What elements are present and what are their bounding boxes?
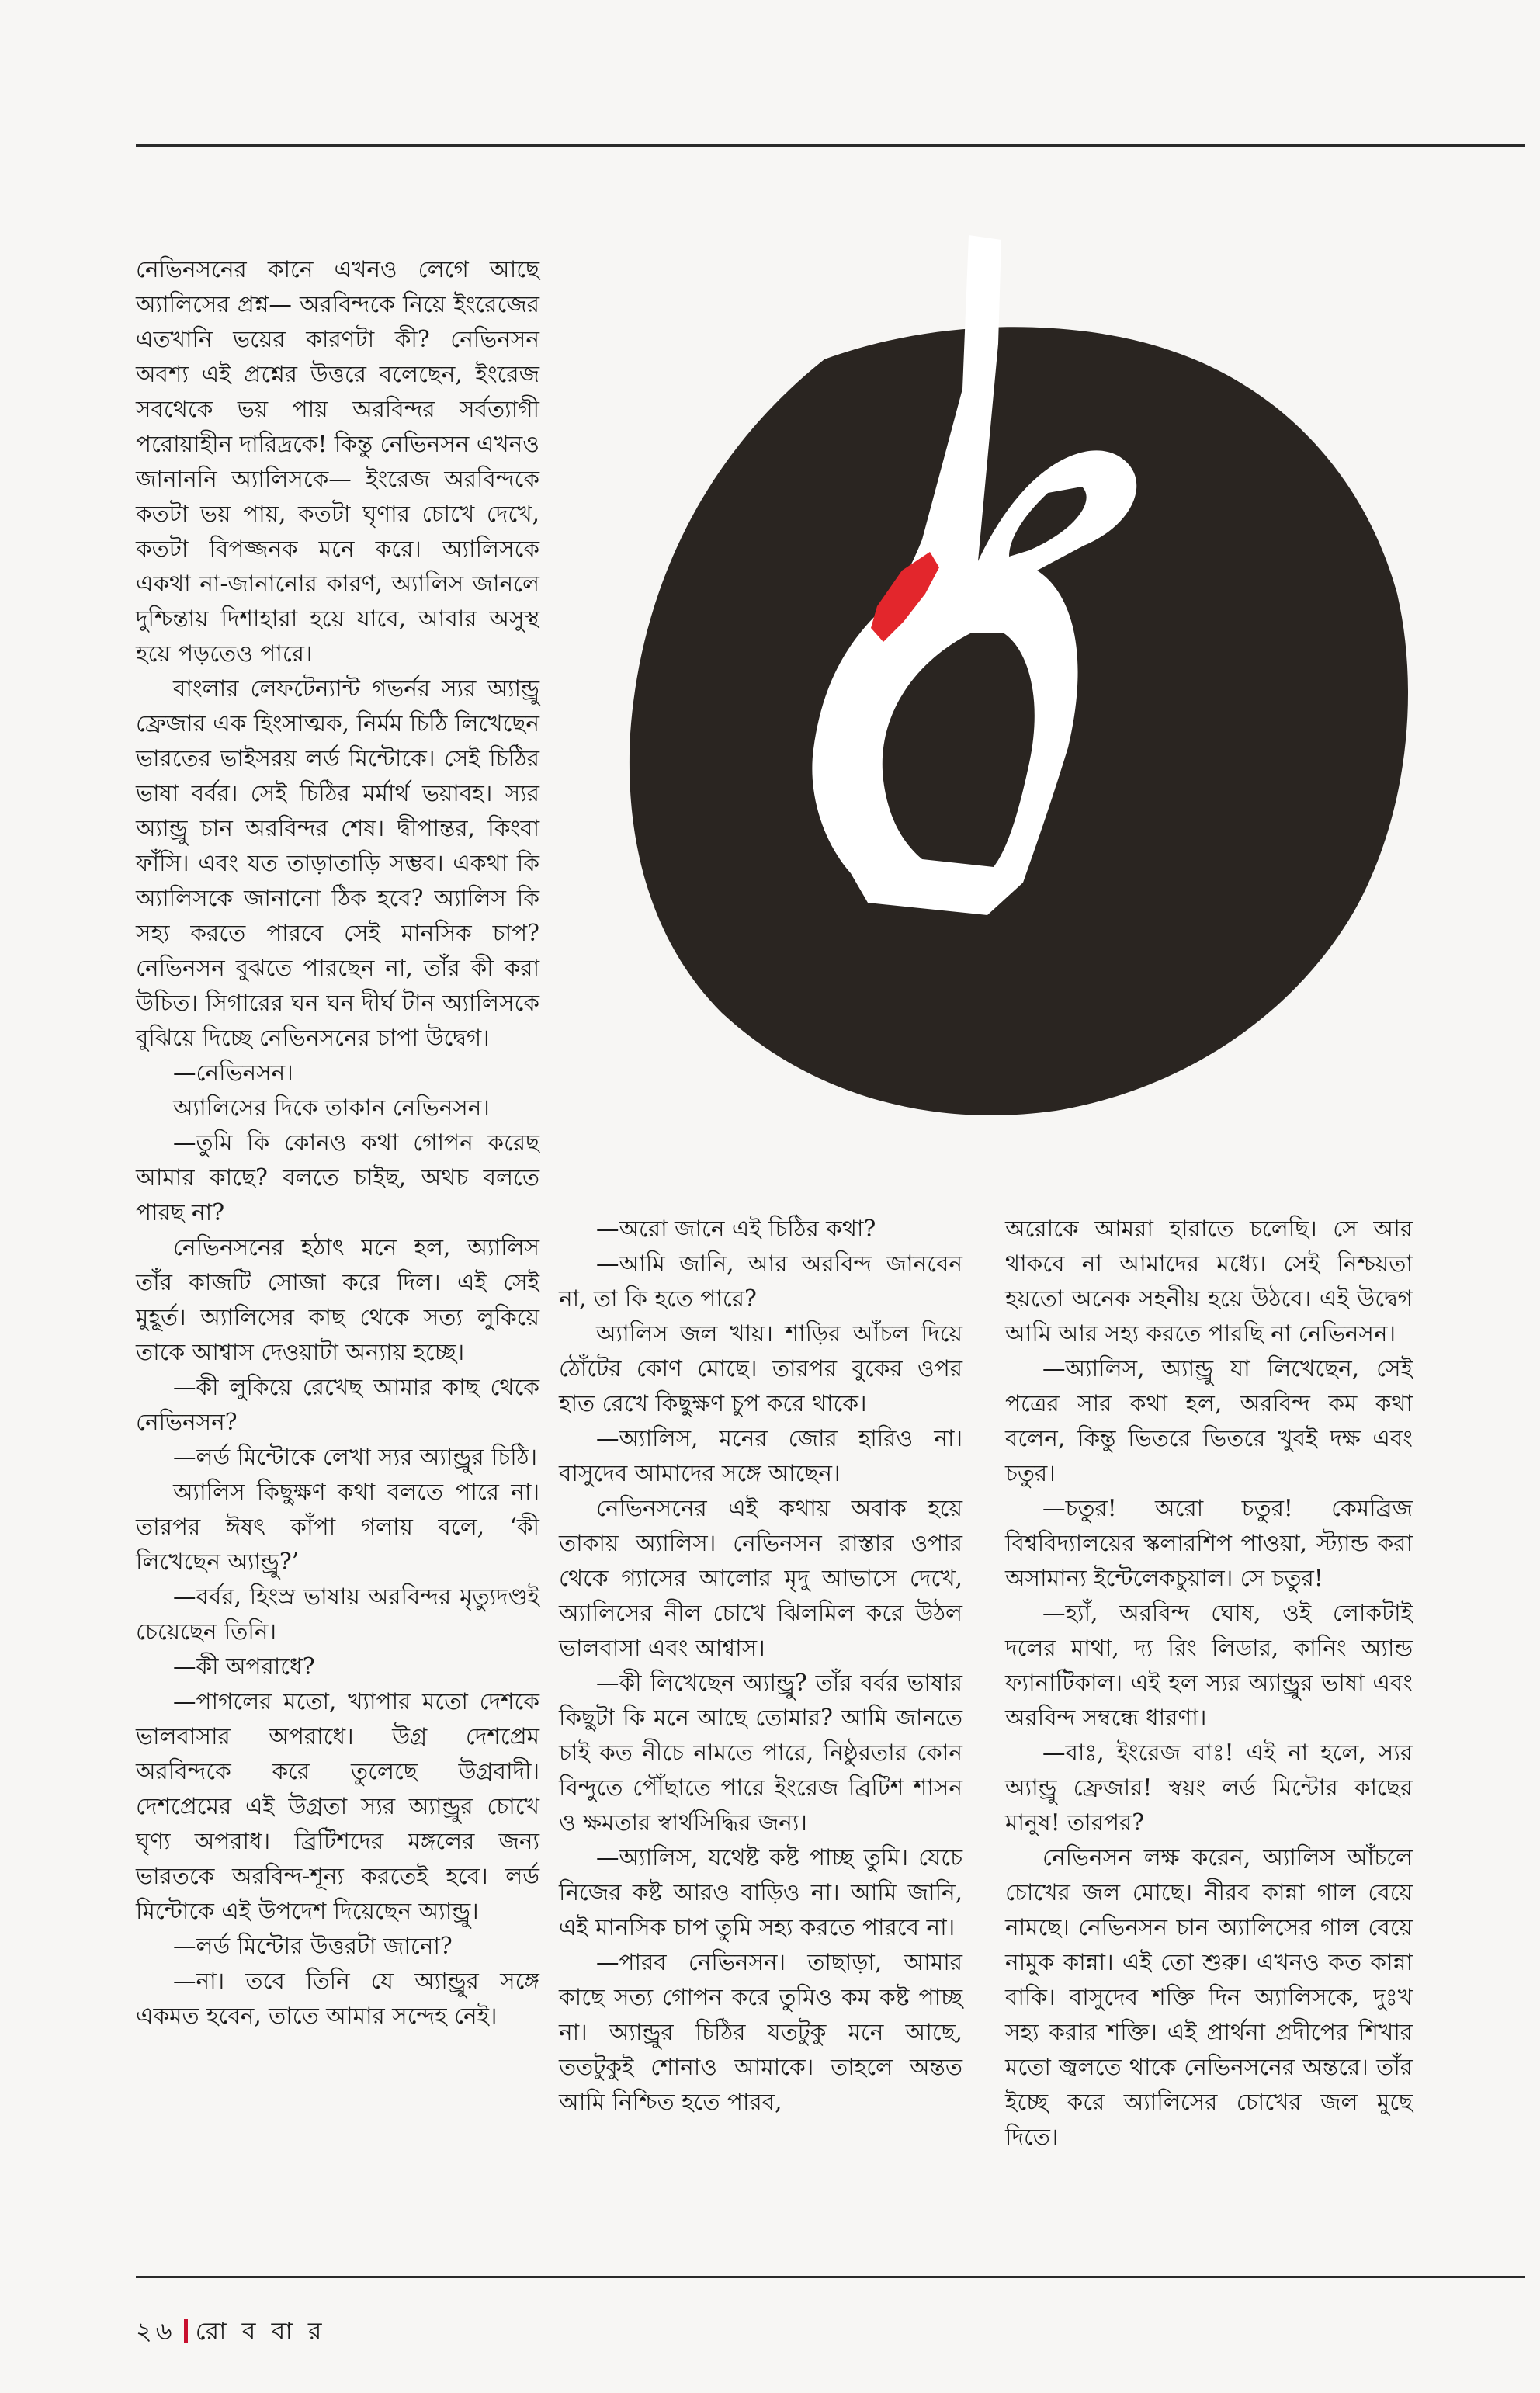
article-column-3: [1005, 1212, 1413, 2155]
paragraph: —না। তবে তিনি যে অ্যান্ড্রুর সঙ্গে একমত হবেন, তাতে আমার সন্দেহ নেই।: [136, 1968, 539, 2029]
paragraph: —অ্যালিস, যথেষ্ট কষ্ট পাচ্ছ তুমি। যেচে নিজের কষ্ট আরও বাড়িও না। আমি জানি, এই মানসিক চাপ তুমি সহ্য করতে পারবে না।: [559, 1844, 962, 1940]
article-column-2: [559, 1212, 962, 2120]
paragraph: অ্যালিস কিছুক্ষণ কথা বলতে পারে না। তারপর ঈষৎ কাঁপা গলায় বলে, ‘কী লিখেছেন অ্যান্ড্রু?’: [136, 1479, 539, 1575]
paragraph: অরোকে আমরা হারাতে চলেছি। সে আর থাকবে না আমাদের মধ্যে। সেই নিশ্চয়তা হয়তো অনেক সহনীয় হয়ে উঠবে। এই উদ্বেগ আমি আর সহ্য করতে পারছি না নেভিনসন।: [1005, 1216, 1413, 1347]
paragraph: —লর্ড মিন্টোকে লেখা স্যর অ্যান্ড্রুর চিঠি।: [173, 1444, 538, 1470]
paragraph: —কী লুকিয়ে রেখেছ আমার কাছ থেকে নেভিনসন?: [136, 1374, 539, 1435]
paragraph: —কী লিখেছেন অ্যান্ড্রু? তাঁর বর্বর ভাষার কিছুটা কি মনে আছে তোমার? আমি জানতে চাই কত নীচে নামতে পারে, নিষ্ঠুরতার কোন বিন্দুতে পৌঁছাতে পারে ইংরেজ ব্রিটিশ শাসন ও ক্ষমতার স্বার্থসিদ্ধির জন্য।: [559, 1670, 962, 1836]
paragraph: অ্যালিস জল খায়। শাড়ির আঁচল দিয়ে ঠোঁটের কোণ মোছে। তারপর বুকের ওপর হাত রেখে কিছুক্ষণ চুপ করে থাকে।: [559, 1320, 962, 1417]
paragraph: বাংলার লেফটেন্যান্ট গভর্নর স্যর অ্যান্ড্রু ফ্রেজার এক হিংসাত্মক, নির্মম চিঠি লিখেছেন ভারতের ভাইসরয় লর্ড মিন্টোকে। সেই চিঠির ভাষা বর্বর। সেই চিঠির মর্মার্থ ভয়াবহ। স্যর অ্যান্ড্রু চান অরবিন্দর শেষ। দ্বীপান্তর, কিংবা ফাঁসি। এবং যত তাড়াতাড়ি সম্ভব। একথা কি অ্যালিসকে জানানো ঠিক হবে? অ্যালিস কি সহ্য করতে পারবে সেই মানসিক চাপ? নেভিনসন বুঝতে পারছেন না, তাঁর কী করা উচিত। সিগারের ঘন ঘন দীর্ঘ টান অ্যালিসকে বুঝিয়ে দিচ্ছে নেভিনসনের চাপা উদ্বেগ।: [136, 675, 539, 1051]
paragraph: —পারব নেভিনসন। তাছাড়া, আমার কাছে সত্য গোপন করে তুমিও কম কষ্ট পাচ্ছ না। অ্যান্ড্রুর চিঠির যতটুকু মনে আছে, ততটুকুই শোনাও আমাকে। তাহলে অন্তত আমি নিশ্চিত হতে পারব,: [559, 1949, 962, 2115]
paragraph: —চতুর! অরো চতুর! কেমব্রিজ বিশ্ববিদ্যালয়ের স্কলারশিপ পাওয়া, স্ট্যান্ড করা অসামান্য ইন্টেলেকচুয়াল। সে চতুর!: [1005, 1495, 1413, 1591]
paragraph: —তুমি কি কোনও কথা গোপন করেছ আমার কাছে? বলতে চাইছ, অথচ বলতে পারছ না?: [136, 1129, 539, 1226]
paragraph: —বর্বর, হিংস্র ভাষায় অরবিন্দর মৃত্যুদণ্ডই চেয়েছেন তিনি।: [136, 1583, 539, 1645]
paragraph: —অরো জানে এই চিঠির কথা?: [596, 1216, 876, 1242]
paragraph: —অ্যালিস, অ্যান্ড্রু যা লিখেছেন, সেই পত্রের সার কথা হল, অরবিন্দ কম কথা বলেন, কিন্তু ভিতরে ভিতরে খুবই দক্ষ এবং চতুর।: [1005, 1355, 1413, 1486]
paragraph: —বাঃ, ইংরেজ বাঃ! এই না হলে, স্যর অ্যান্ড্রু ফ্রেজার! স্বয়ং লর্ড মিন্টোর কাছের মানুষ! তারপর?: [1005, 1739, 1413, 1836]
paragraph: নেভিনসনের কানে এখনও লেগে আছে অ্যালিসের প্রশ্ন— অরবিন্দকে নিয়ে ইংরেজের এতখানি ভয়ের কারণটা কী? নেভিনসন অবশ্য এই প্রশ্নের উত্তরে বলেছেন, ইংরেজ সবথেকে ভয় পায় অরবিন্দর সর্বত্যাগী পরোয়াহীন দারিদ্রকে! কিন্তু নেভিনসন এখনও জানাননি অ্যালিসকে— ইংরেজ অরবিন্দকে কতটা ভয় পায়, কতটা ঘৃণার চোখে দেখে, কতটা বিপজ্জনক মনে করে। অ্যালিসকে একথা না-জানানোর কারণ, অ্যালিস জানলে দুশ্চিন্তায় দিশাহারা হয়ে যাবে, আবার অসুস্থ হয়ে পড়তেও পারে।: [136, 256, 539, 667]
magazine-name: রো ব বা র: [195, 2316, 326, 2346]
paragraph: —পাগলের মতো, খ্যাপার মতো দেশকে ভালবাসার অপরাধে। উগ্র দেশপ্রেম অরবিন্দকে করে তুলেছে উগ্রবাদী। দেশপ্রেমের এই উগ্রতা স্যর অ্যান্ড্রুর চোখে ঘৃণ্য অপরাধ। ব্রিটিশদের মঙ্গলের জন্য ভারতকে অরবিন্দ-শূন্য করতেই হবে। লর্ড মিন্টোকে এই উপদেশ দিয়েছেন অ্যান্ড্রু।: [136, 1688, 539, 1924]
page-footer: [136, 2311, 326, 2353]
paragraph: অ্যালিসের দিকে তাকান নেভিনসন।: [173, 1094, 490, 1121]
paragraph: —অ্যালিস, মনের জোর হারিও না। বাসুদেব আমাদের সঙ্গে আছেন।: [559, 1425, 962, 1486]
paragraph: —নেভিনসন।: [173, 1060, 293, 1086]
article-column-1: [136, 252, 539, 2034]
paragraph: নেভিনসন লক্ষ করেন, অ্যালিস আঁচলে চোখের জল মোছে। নীরব কান্না গাল বেয়ে নামছে। নেভিনসন চান অ্যালিসের গাল বেয়ে নামুক কান্না। এই তো শুরু। এখনও কত কান্না বাকি। বাসুদেব শক্তি দিন অ্যালিসকে, দুঃখ সহ্য করার শক্তি। এই প্রার্থনা প্রদীপের শিখার মতো জ্বলতে থাকে নেভিনসনের অন্তরে। তাঁর ইচ্ছে করে অ্যালিসের চোখের জল মুছে দিতে।: [1005, 1844, 1413, 2150]
paragraph: —হ্যাঁ, অরবিন্দ ঘোষ, ওই লোকটাই দলের মাথা, দ্য রিং লিডার, কানিং অ্যান্ড ফ্যানাটিকাল। এই হল স্যর অ্যান্ড্রুর ভাষা এবং অরবিন্দ সম্বন্ধে ধারণা।: [1005, 1600, 1413, 1731]
noose-illustration: [621, 229, 1432, 1145]
paragraph: —লর্ড মিন্টোর উত্তরটা জানো?: [173, 1933, 453, 1959]
paragraph: —আমি জানি, আর অরবিন্দ জানবেন না, তা কি হতে পারে?: [559, 1250, 962, 1312]
ink-disc: [630, 327, 1408, 1115]
paragraph: নেভিনসনের হঠাৎ মনে হল, অ্যালিস তাঁর কাজটি সোজা করে দিল। এই সেই মুহূর্ত। অ্যালিসের কাছ থেকে সত্য লুকিয়ে তাকে আশ্বাস দেওয়াটা অন্যায় হচ্ছে।: [136, 1234, 539, 1365]
paragraph: নেভিনসনের এই কথায় অবাক হয়ে তাকায় অ্যালিস। নেভিনসন রাস্তার ওপার থেকে গ্যাসের আলোর মৃদু আভাসে দেখে, অ্যালিসের নীল চোখে ঝিলমিল করে উঠল ভালবাসা এবং আশ্বাস।: [559, 1495, 962, 1661]
paragraph: —কী অপরাধে?: [173, 1653, 315, 1680]
page-number: ২৬: [136, 2316, 176, 2346]
top-rule: [136, 144, 1525, 147]
bottom-rule: [136, 2276, 1525, 2278]
footer-separator: [184, 2319, 188, 2343]
